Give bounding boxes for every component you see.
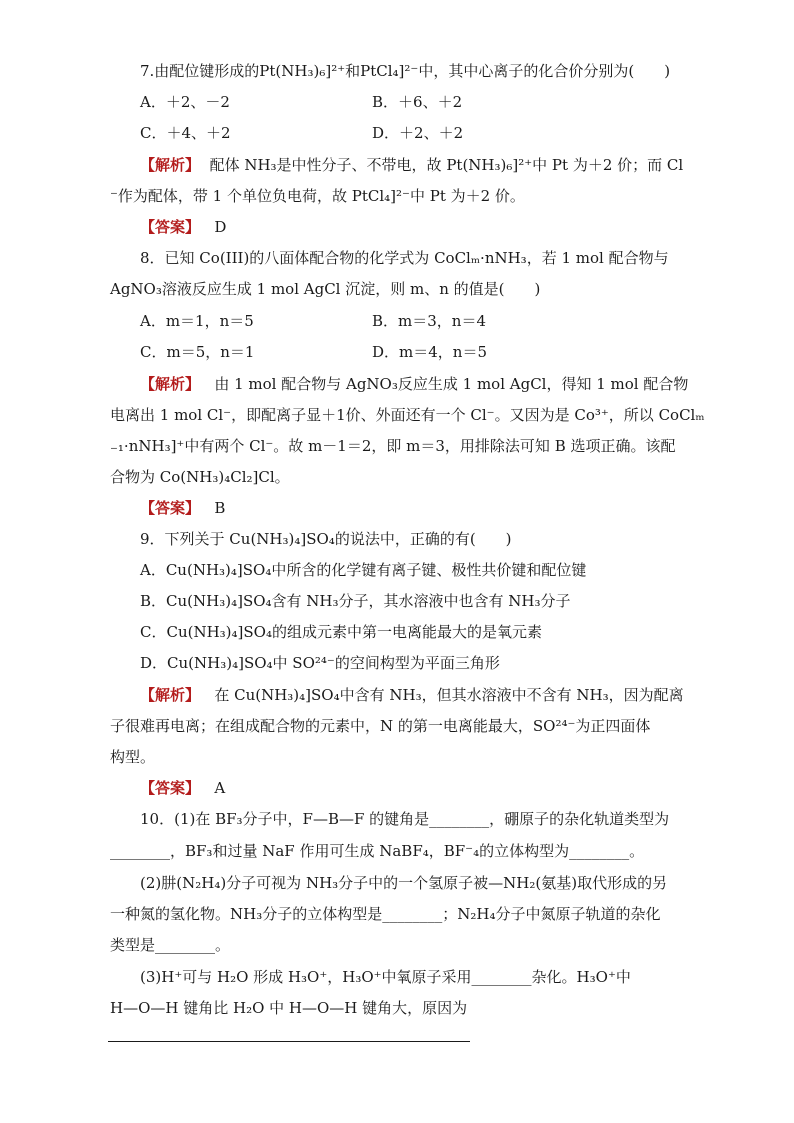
q9-stem: 9．下列关于 Cu(NH₃)₄]SO₄的说法中，正确的有( ) <box>140 530 512 548</box>
q9-analysis-line-1 <box>140 684 720 706</box>
q7-analysis-text-1: 配体 NH₃是中性分子、不带电，故 Pt(NH₃)₆]²⁺中 Pt 为＋2 价；而 Cl <box>209 156 684 174</box>
q10-part3-line-1: (3)H⁺可与 H₂O 形成 H₃O⁺，H₃O⁺中氧原子采用________杂化。H₃O⁺中 <box>140 968 631 986</box>
q7-analysis-line-2: ⁻作为配体，带 1 个单位负电荷，故 PtCl₄]²⁻中 Pt 为＋2 价。 <box>110 187 525 205</box>
answer-label: 【答案】 <box>140 499 201 517</box>
q7-stem: 7.由配位键形成的Pt(NH₃)₆]²⁺和PtCl₄]²⁻中，其中心离子的化合价分别为( ) <box>140 62 671 80</box>
q8-analysis-line-4: 合物为 Co(NH₃)₄Cl₂]Cl。 <box>110 468 290 486</box>
q9-option-a: A．Cu(NH₃)₄]SO₄中所含的化学键有离子键、极性共价键和配位键 <box>140 561 587 579</box>
q9-answer <box>140 777 720 799</box>
q8-analysis-text-1: 由 1 mol 配合物与 AgNO₃反应生成 1 mol AgCl，得知 1 mol 配合物 <box>214 375 689 393</box>
q7-answer-value: D <box>214 218 227 236</box>
q10-part3-line-2: H—O—H 键角比 H₂O 中 H—O—H 键角大，原因为 <box>110 999 468 1017</box>
q8-option-a: A．m＝1，n＝5 <box>140 312 254 330</box>
q8-analysis-line-1 <box>140 373 720 395</box>
analysis-label: 【解析】 <box>140 156 201 174</box>
q9-option-b: B．Cu(NH₃)₄]SO₄含有 NH₃分子，其水溶液中也含有 NH₃分子 <box>140 592 571 610</box>
q8-stem-line-1: 8．已知 Co(III)的八面体配合物的化学式为 CoClₘ·nNH₃，若 1 mol 配合物与 <box>140 249 669 267</box>
q7-option-b: B．＋6、＋2 <box>372 93 463 111</box>
q10-part1-line-2: ________，BF₃和过量 NaF 作用可生成 NaBF₄，BF⁻₄的立体构型为________。 <box>110 842 645 860</box>
q8-stem-line-2: AgNO₃溶液反应生成 1 mol AgCl 沉淀，则 m、n 的值是( ) <box>110 280 541 298</box>
q7-option-a: A．＋2、－2 <box>140 93 230 111</box>
q9-analysis-line-3: 构型。 <box>110 748 156 766</box>
q8-answer-value: B <box>214 499 226 517</box>
q7-option-c: C．＋4、＋2 <box>140 124 231 142</box>
q10-part2-line-3: 类型是________。 <box>110 936 231 954</box>
q10-part2-line-1: (2)肼(N₂H₄)分子可视为 NH₃分子中的一个氢原子被—NH₂(氨基)取代形成的另 <box>140 874 668 892</box>
analysis-label: 【解析】 <box>140 375 201 393</box>
q9-option-d: D．Cu(NH₃)₄]SO₄中 SO²⁴⁻的空间构型为平面三角形 <box>140 654 500 672</box>
q7-answer <box>140 216 720 238</box>
q8-answer <box>140 497 720 519</box>
q9-analysis-text-1: 在 Cu(NH₃)₄]SO₄中含有 NH₃，但其水溶液中不含有 NH₃，因为配离 <box>214 686 684 704</box>
q9-option-c: C．Cu(NH₃)₄]SO₄的组成元素中第一电离能最大的是氧元素 <box>140 623 542 641</box>
q9-answer-value: A <box>214 779 226 797</box>
answer-blank-line <box>108 1041 470 1042</box>
answer-label: 【答案】 <box>140 779 201 797</box>
q8-option-c: C．m＝5，n＝1 <box>140 343 255 361</box>
q8-analysis-line-2: 电离出 1 mol Cl⁻，即配离子显＋1价、外面还有一个 Cl⁻。又因为是 Co³⁺，所以 CoClₘ <box>110 406 705 424</box>
q8-option-b: B．m＝3，n＝4 <box>372 312 486 330</box>
q10-part1-line-1: 10．(1)在 BF₃分子中，F—B—F 的键角是________，硼原子的杂化轨道类型为 <box>140 810 670 828</box>
answer-label: 【答案】 <box>140 218 201 236</box>
q8-analysis-line-3: ₋₁·nNH₃]⁺中有两个 Cl⁻。故 m－1＝2，即 m＝3，用排除法可知 B 选项正确。该配 <box>110 437 676 455</box>
q7-option-d: D．＋2、＋2 <box>372 124 464 142</box>
q8-option-d: D．m＝4，n＝5 <box>372 343 487 361</box>
q7-analysis-line-1 <box>140 154 720 176</box>
q9-analysis-line-2: 子很难再电离；在组成配合物的元素中，N 的第一电离能最大，SO²⁴⁻为正四面体 <box>110 717 651 735</box>
analysis-label: 【解析】 <box>140 686 201 704</box>
q10-part2-line-2: 一种氮的氢化物。NH₃分子的立体构型是________；N₂H₄分子中氮原子轨道的杂化 <box>110 905 661 923</box>
